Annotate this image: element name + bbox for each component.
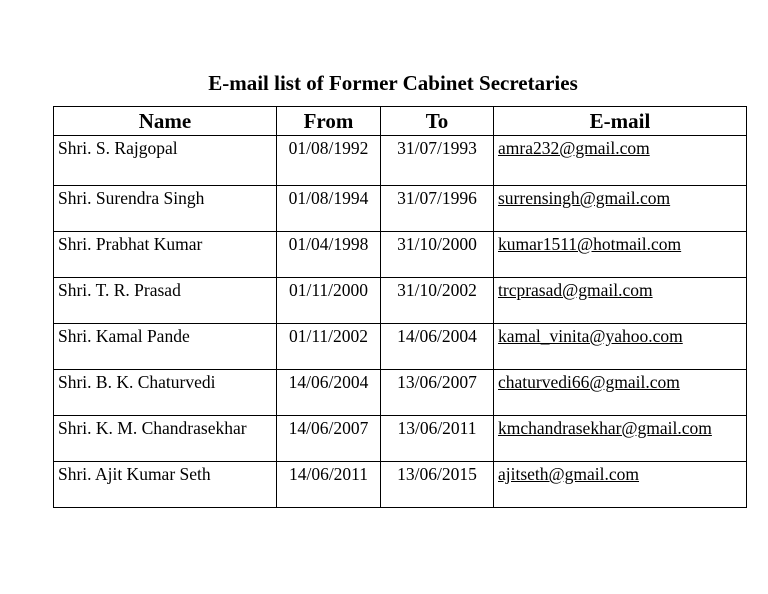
to-date-cell: 31/10/2002: [381, 278, 494, 324]
from-date-cell: 01/08/1992: [277, 136, 381, 186]
email-link[interactable]: kumar1511@hotmail.com: [498, 234, 682, 254]
email-cell: [494, 370, 747, 416]
column-header-name: Name: [54, 107, 277, 136]
name-cell: Shri. S. Rajgopal: [54, 136, 277, 186]
email-link[interactable]: kamal_vinita@yahoo.com: [498, 326, 683, 346]
to-date-cell: 13/06/2011: [381, 416, 494, 462]
from-date-cell: 01/08/1994: [277, 186, 381, 232]
table-row: [54, 136, 747, 186]
name-cell: Shri. Prabhat Kumar: [54, 232, 277, 278]
column-header-from: From: [277, 107, 381, 136]
email-link[interactable]: ajitseth@gmail.com: [498, 464, 640, 484]
table-row: [54, 462, 747, 508]
from-date-cell: 01/11/2002: [277, 324, 381, 370]
name-cell: Shri. K. M. Chandrasekhar: [54, 416, 277, 462]
table-row: [54, 370, 747, 416]
table-header-row: [54, 107, 747, 136]
from-date-cell: 01/04/1998: [277, 232, 381, 278]
to-date-cell: 14/06/2004: [381, 324, 494, 370]
table-row: [54, 324, 747, 370]
email-link[interactable]: kmchandrasekhar@gmail.com: [498, 418, 712, 438]
email-cell: [494, 186, 747, 232]
email-link[interactable]: chaturvedi66@gmail.com: [498, 372, 680, 392]
email-link[interactable]: trcprasad@gmail.com: [498, 280, 653, 300]
email-link[interactable]: surrensingh@gmail.com: [498, 188, 671, 208]
to-date-cell: 31/07/1993: [381, 136, 494, 186]
from-date-cell: 14/06/2011: [277, 462, 381, 508]
name-cell: Shri. T. R. Prasad: [54, 278, 277, 324]
email-cell: [494, 462, 747, 508]
table-row: [54, 416, 747, 462]
to-date-cell: 13/06/2007: [381, 370, 494, 416]
email-link[interactable]: amra232@gmail.com: [498, 138, 650, 158]
name-cell: Shri. Ajit Kumar Seth: [54, 462, 277, 508]
name-cell: Shri. B. K. Chaturvedi: [54, 370, 277, 416]
from-date-cell: 14/06/2004: [277, 370, 381, 416]
page-title: E-mail list of Former Cabinet Secretaries: [208, 71, 578, 95]
email-cell: [494, 324, 747, 370]
email-cell: [494, 416, 747, 462]
from-date-cell: 01/11/2000: [277, 278, 381, 324]
column-header-to: To: [381, 107, 494, 136]
email-cell: [494, 136, 747, 186]
table-row: [54, 232, 747, 278]
secretaries-table: [53, 106, 747, 508]
email-cell: [494, 232, 747, 278]
table-row: [54, 186, 747, 232]
name-cell: Shri. Surendra Singh: [54, 186, 277, 232]
column-header-email: E-mail: [494, 107, 747, 136]
to-date-cell: 31/07/1996: [381, 186, 494, 232]
name-cell: Shri. Kamal Pande: [54, 324, 277, 370]
to-date-cell: 31/10/2000: [381, 232, 494, 278]
table-row: [54, 278, 747, 324]
from-date-cell: 14/06/2007: [277, 416, 381, 462]
email-cell: [494, 278, 747, 324]
to-date-cell: 13/06/2015: [381, 462, 494, 508]
